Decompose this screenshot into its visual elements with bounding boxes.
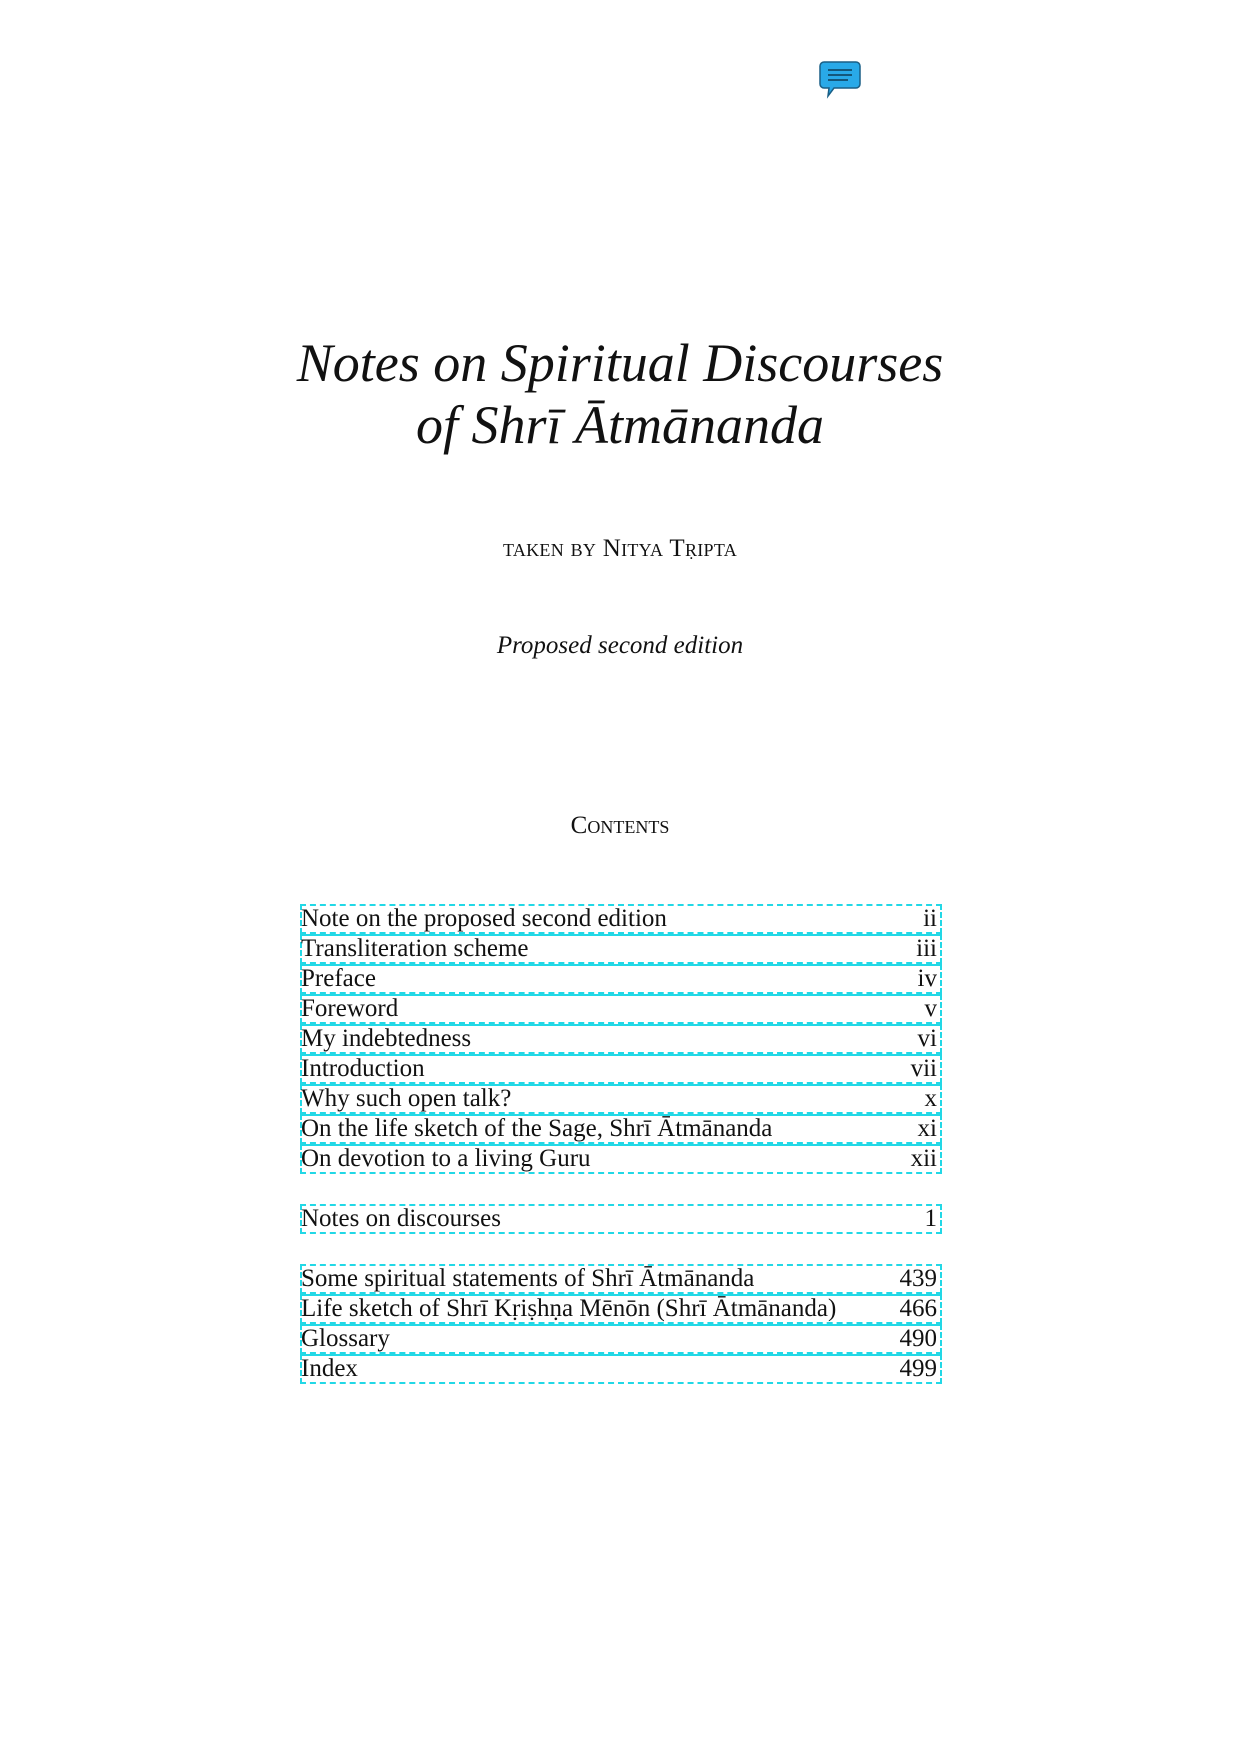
comment-icon-graphic (818, 60, 862, 100)
contents-heading: Contents (570, 812, 670, 839)
toc-entry-page: 1 (924, 1205, 937, 1232)
toc-entry-title: Why such open talk? (301, 1085, 512, 1112)
comment-icon[interactable] (818, 60, 862, 100)
toc-link[interactable] (300, 934, 942, 964)
toc-entry-page: xi (917, 1115, 937, 1142)
toc-entry-title: On devotion to a living Guru (301, 1145, 591, 1172)
toc-entry-title: Notes on discourses (301, 1205, 501, 1232)
toc-entry-page: v (924, 995, 937, 1022)
toc-entry-page: xii (910, 1145, 937, 1172)
toc-link[interactable] (300, 1294, 942, 1324)
toc-link[interactable] (300, 1054, 942, 1084)
toc-entry-page: 499 (899, 1355, 937, 1382)
toc-entry-page: vi (917, 1025, 937, 1052)
title-line-2: of Shrī Ātmānanda (415, 395, 824, 455)
toc-front-matter (300, 904, 942, 1174)
toc-link[interactable] (300, 1114, 942, 1144)
toc-entry-page: vii (910, 1055, 937, 1082)
page-title (0, 332, 1240, 456)
toc-link[interactable] (300, 904, 942, 934)
title-line-1: Notes on Spiritual Discourses (296, 333, 944, 393)
toc-link[interactable] (300, 964, 942, 994)
toc-entry-page: iv (917, 965, 937, 992)
toc-entry-title: Transliteration scheme (301, 935, 529, 962)
toc-entry-title: Introduction (301, 1055, 425, 1082)
toc-entry-title: Note on the proposed second edition (301, 905, 667, 932)
toc-entry-title: Glossary (301, 1325, 390, 1352)
toc-entry-page: ii (923, 905, 937, 932)
toc-entry-page: iii (916, 935, 937, 962)
toc-link[interactable] (300, 1264, 942, 1294)
toc-link[interactable] (300, 1324, 942, 1354)
toc-link[interactable] (300, 1084, 942, 1114)
toc-entry-title: Preface (301, 965, 376, 992)
toc-entry-page: x (924, 1085, 937, 1112)
author-credit: taken by Nitya Tṛipta (502, 535, 738, 562)
toc-entry-title: Index (301, 1355, 358, 1382)
toc-link[interactable] (300, 1354, 942, 1384)
toc-entry-page: 466 (899, 1295, 937, 1322)
toc-entry-page: 490 (899, 1325, 937, 1352)
toc-main (300, 1204, 942, 1234)
edition-note: Proposed second edition (496, 632, 744, 659)
toc-link[interactable] (300, 994, 942, 1024)
toc-entry-title: Life sketch of Shrī Kṛiṣhṇa Mēnōn (Shrī Ātmānanda) (301, 1295, 837, 1322)
toc-entry-title: My indebtedness (301, 1025, 472, 1052)
toc-link[interactable] (300, 1024, 942, 1054)
toc-entry-page: 439 (899, 1265, 937, 1292)
toc-entry-title: Foreword (301, 995, 399, 1022)
toc-link[interactable] (300, 1204, 942, 1234)
toc-link[interactable] (300, 1144, 942, 1174)
toc-entry-title: Some spiritual statements of Shrī Ātmānanda (301, 1265, 755, 1292)
toc-back-matter (300, 1264, 942, 1384)
toc-entry-title: On the life sketch of the Sage, Shrī Ātmānanda (301, 1115, 773, 1142)
